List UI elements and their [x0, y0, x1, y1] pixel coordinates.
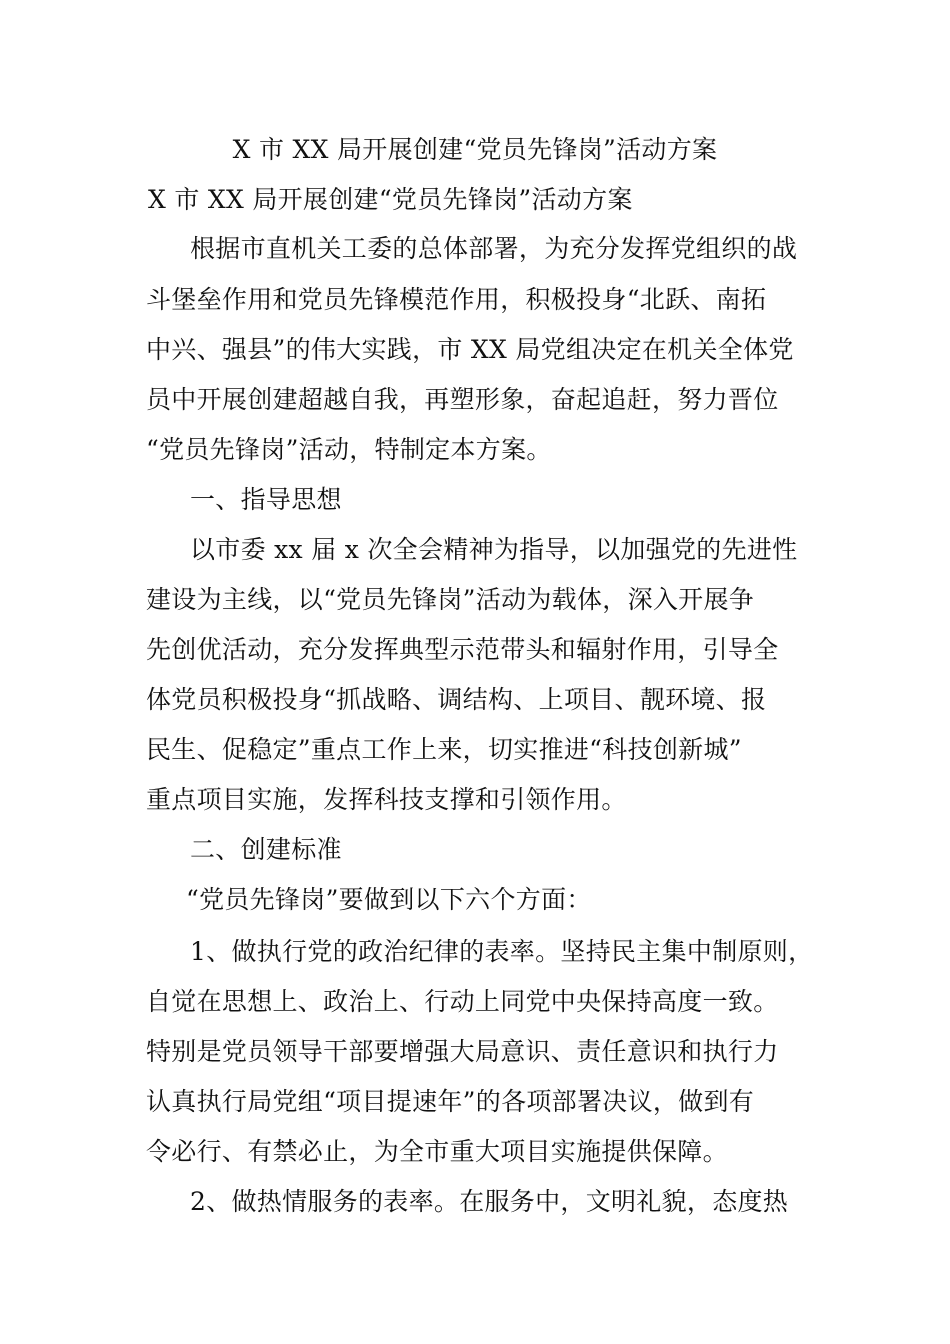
paragraph-line: 2、做热情服务的表率。在服务中，文明礼貌，态度热: [190, 1187, 789, 1216]
paragraph-line: 特别是党员领导干部要增强大局意识、责任意识和执行力: [146, 1037, 779, 1066]
document-title: X 市 XX 局开展创建“党员先锋岗”活动方案: [232, 135, 718, 164]
paragraph-line: “党员先锋岗”活动，特制定本方案。: [146, 435, 552, 464]
paragraph-line: 先创优活动，充分发挥典型示范带头和辐射作用，引导全: [146, 635, 779, 664]
paragraph-line: 认真执行局党组“项目提速年”的各项部署决议，做到有: [146, 1087, 755, 1116]
paragraph-line: 自觉在思想上、政治上、行动上同党中央保持高度一致。: [146, 987, 779, 1016]
paragraph-line: 员中开展创建超越自我，再塑形象，奋起追赶，努力晋位: [146, 385, 779, 414]
paragraph-line: 1、做执行党的政治纪律的表率。坚持民主集中制原则，: [190, 937, 814, 966]
paragraph-line: 重点项目实施，发挥科技支撑和引领作用。: [146, 785, 627, 814]
paragraph-line: 中兴、强县”的伟大实践，市 XX 局党组决定在机关全体党: [146, 335, 794, 364]
section-heading: 一、指导思想: [190, 485, 342, 514]
section-heading: 二、创建标准: [190, 835, 342, 864]
paragraph-line: 民生、促稳定”重点工作上来，切实推进“科技创新城”: [146, 735, 742, 764]
paragraph-line: 建设为主线，以“党员先锋岗”活动为载体，深入开展争: [146, 585, 755, 614]
document-subtitle: X 市 XX 局开展创建“党员先锋岗”活动方案: [148, 185, 633, 214]
paragraph-line: 体党员积极投身“抓战略、调结构、上项目、靓环境、报: [146, 685, 767, 714]
paragraph-line: 以市委 xx 届 x 次全会精神为指导，以加强党的先进性: [190, 535, 798, 564]
paragraph-line: 斗堡垒作用和党员先锋模范作用，积极投身“北跃、南拓: [146, 285, 767, 314]
paragraph-line: 令必行、有禁必止，为全市重大项目实施提供保障。: [146, 1137, 728, 1166]
paragraph-line: 根据市直机关工委的总体部署，为充分发挥党组织的战: [190, 234, 798, 263]
paragraph-line: “党员先锋岗”要做到以下六个方面：: [186, 885, 592, 914]
